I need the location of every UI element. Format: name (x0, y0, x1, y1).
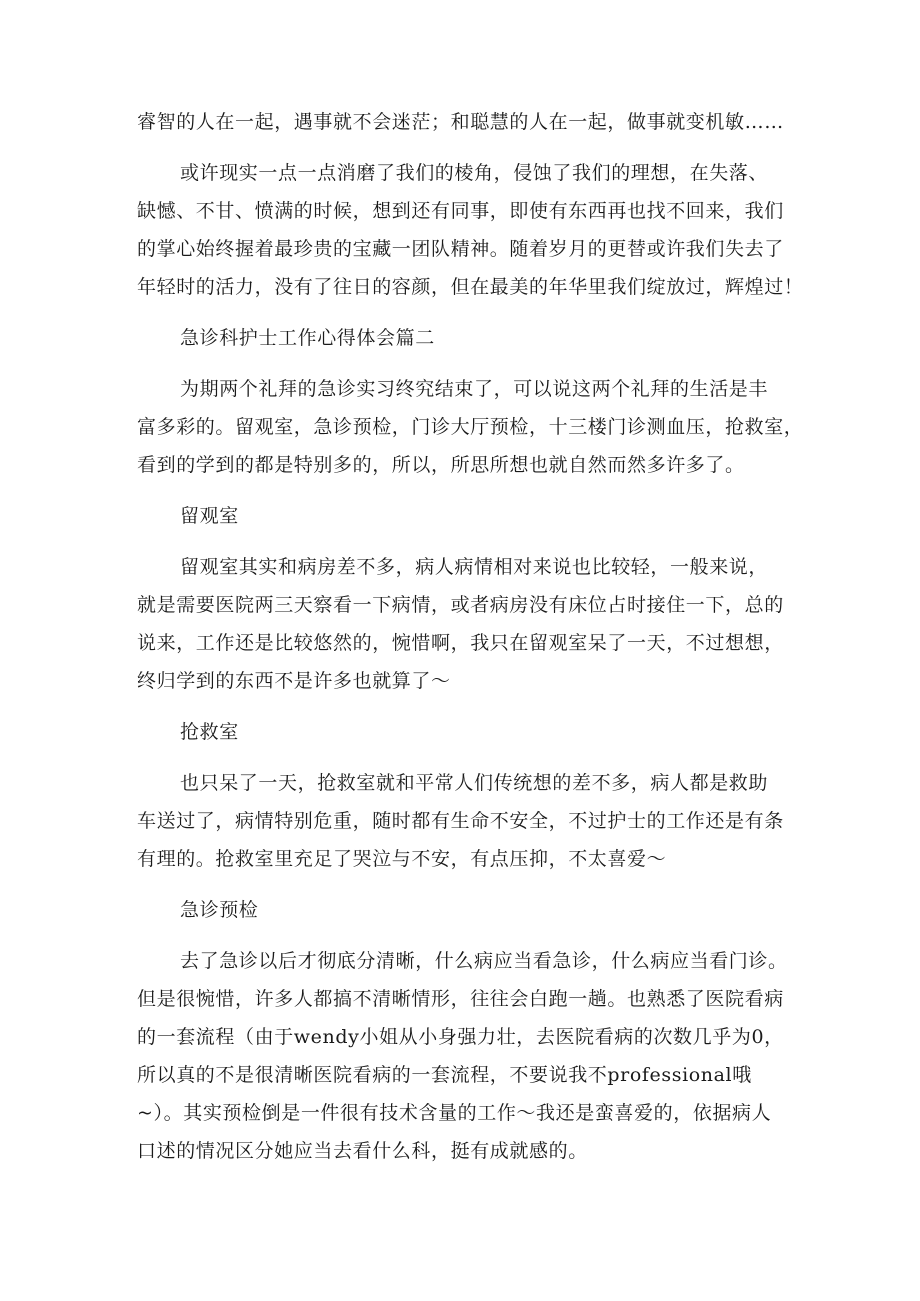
paragraph-5-line-2: 车送过了，病情特别危重，随时都有生命不安全，不过护士的工作还是有条 (137, 810, 784, 832)
section-heading-main: 急诊科护士工作心得体会篇二 (180, 327, 435, 349)
paragraph-1-line-1: 睿智的人在一起，遇事就不会迷茫；和聪慧的人在一起，做事就变机敏…… (137, 111, 784, 133)
paragraph-6-line-2: 但是很惋惜，许多人都搞不清晰情形，往往会白跑一趟。也熟悉了医院看病 (137, 988, 784, 1010)
paragraph-4-line-4: 终归学到的东西不是许多也就算了～ (137, 670, 451, 692)
section-heading-observation-room: 留观室 (180, 505, 239, 527)
paragraph-3-line-2: 富多彩的。留观室，急诊预检，门诊大厅预检，十三楼门诊测血压，抢救室， (137, 416, 804, 438)
paragraph-6-line-6: 口述的情况区分她应当去看什么科，挺有成就感的。 (137, 1140, 588, 1162)
section-heading-rescue-room: 抢救室 (180, 721, 239, 743)
paragraph-2-line-4: 年轻时的活力，没有了往日的容颜，但在最美的年华里我们绽放过，辉煌过！ (137, 276, 804, 298)
paragraph-3-line-3: 看到的学到的都是特别多的，所以，所思所想也就自然而然多许多了。 (137, 454, 745, 476)
paragraph-4-line-3: 说来，工作还是比较悠然的，惋惜啊，我只在留观室呆了一天，不过想想， (137, 632, 784, 654)
paragraph-3-line-1: 为期两个礼拜的急诊实习终究结束了，可以说这两个礼拜的生活是丰 (180, 378, 769, 400)
paragraph-2-line-3: 的掌心始终握着最珍贵的宝藏一团队精神。随着岁月的更替或许我们失去了 (137, 238, 784, 260)
paragraph-6-line-1: 去了急诊以后才彻底分清晰，什么病应当看急诊，什么病应当看门诊。 (180, 950, 788, 972)
paragraph-6-line-3: 的一套流程（由于wendy小姐从小身强力壮，去医院看病的次数几乎为0， (137, 1026, 784, 1048)
paragraph-2-line-2: 缺憾、不甘、愤满的时候，想到还有同事，即使有东西再也找不回来，我们 (137, 200, 784, 222)
paragraph-4-line-2: 就是需要医院两三天察看一下病情，或者病房没有床位占时接住一下，总的 (137, 594, 784, 616)
section-heading-emergency-triage: 急诊预检 (180, 899, 259, 921)
paragraph-6-line-4: 所以真的不是很清晰医院看病的一套流程，不要说我不professional哦 (137, 1064, 752, 1086)
paragraph-5-line-1: 也只呆了一天，抢救室就和平常人们传统想的差不多，病人都是救助 (180, 772, 769, 794)
paragraph-6-line-5: ~）。其实预检倒是一件很有技术含量的工作～我还是蛮喜爱的，依据病人 (137, 1102, 772, 1124)
paragraph-5-line-3: 有理的。抢救室里充足了哭泣与不安，有点压抑，不太喜爱～ (137, 848, 667, 870)
paragraph-4-line-1: 留观室其实和病房差不多，病人病情相对来说也比较轻，一般来说， (180, 556, 769, 578)
paragraph-2-line-1: 或许现实一点一点消磨了我们的棱角，侵蚀了我们的理想，在失落、 (180, 162, 769, 184)
